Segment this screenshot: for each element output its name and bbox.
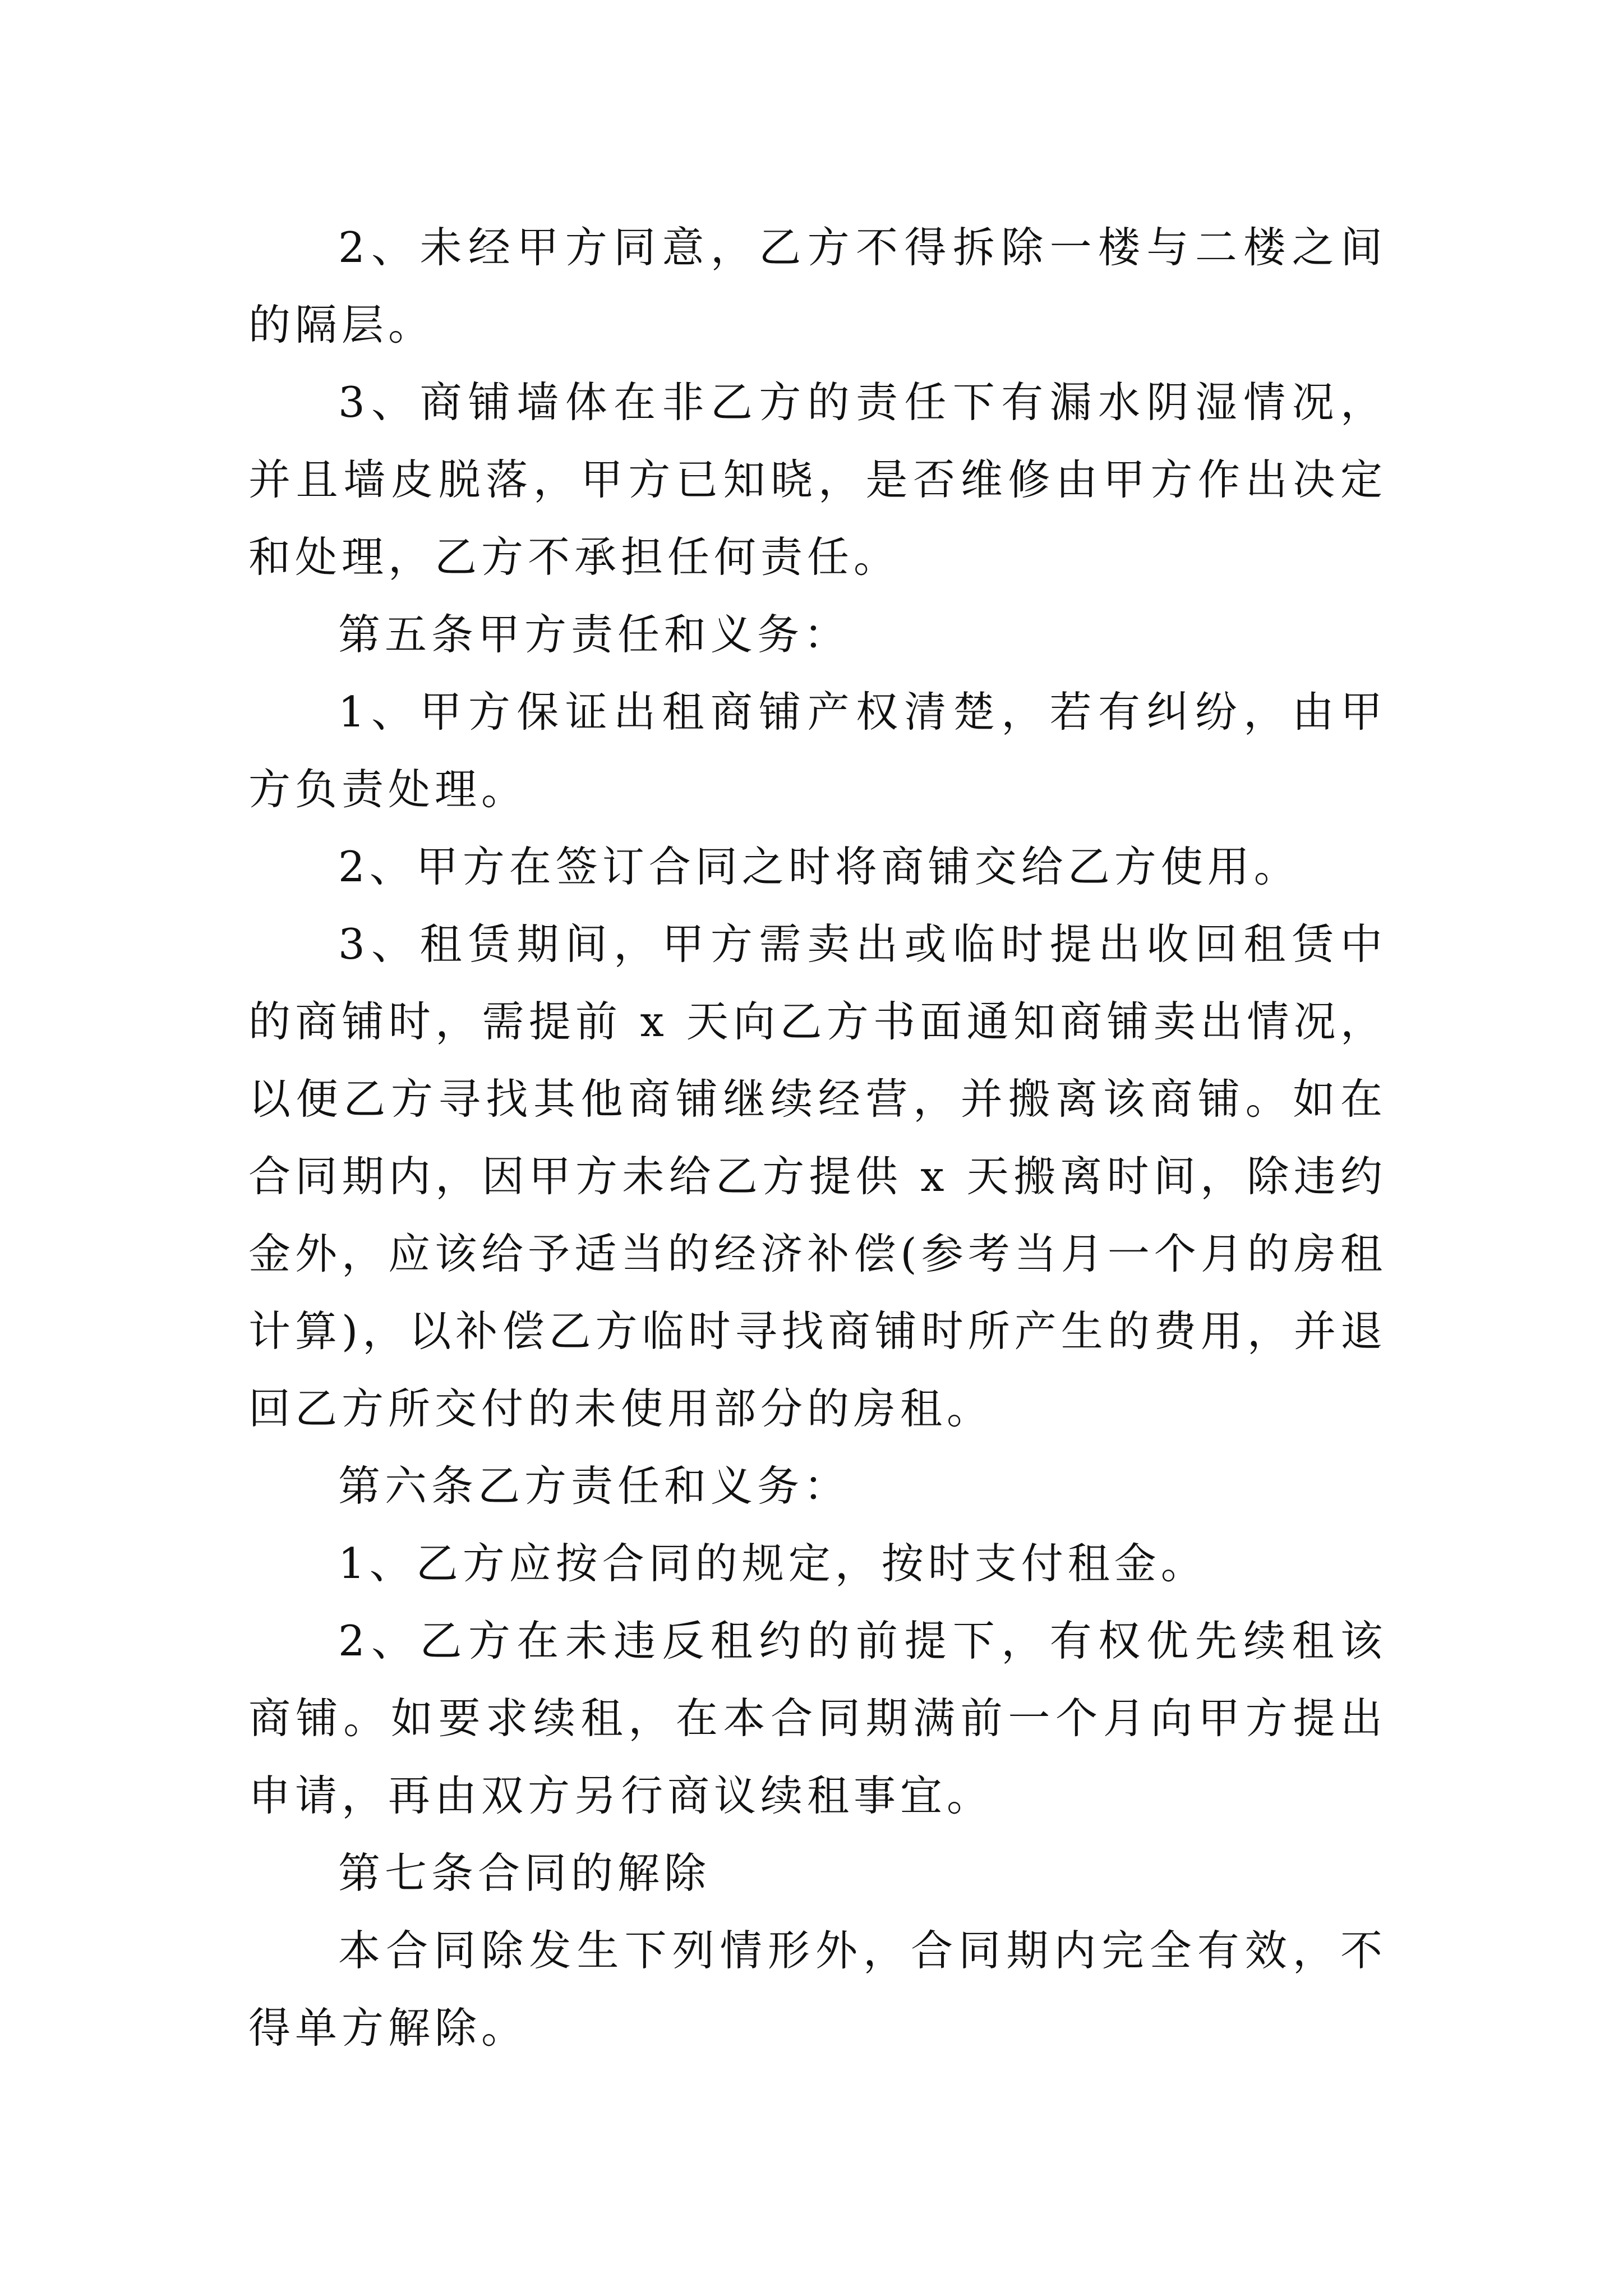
clause-6-item-2: 2、乙方在未违反租约的前提下，有权优先续租该商铺。如要求续租，在本合同期满前一个月向甲方提出申请，再由双方另行商议续租事宜。 xyxy=(248,1616,1387,1820)
clause-7-body: 本合同除发生下列情形外，合同期内完全有效，不得单方解除。 xyxy=(248,1926,1387,2053)
clause-4-item-2: 2、未经甲方同意，乙方不得拆除一楼与二楼之间的隔层。 xyxy=(248,223,1387,349)
clause-6-heading: 第六条乙方责任和义务： xyxy=(338,1461,851,1511)
clause-4-item-3: 3、商铺墙体在非乙方的责任下有漏水阴湿情况，并且墙皮脱落，甲方已知晓，是否维修由甲方作出决定和处理，乙方不承担任何责任。 xyxy=(248,378,1387,582)
document-body xyxy=(248,209,1387,2067)
clause-5-heading: 第五条甲方责任和义务： xyxy=(338,610,851,659)
clause-7-heading: 第七条合同的解除 xyxy=(338,1848,711,1898)
clause-5-item-1: 1、甲方保证出租商铺产权清楚，若有纠纷，由甲方负责处理。 xyxy=(248,687,1387,814)
clause-5-item-3: 3、租赁期间，甲方需卖出或临时提出收回租赁中的商铺时，需提前 x 天向乙方书面通知商铺卖出情况，以便乙方寻找其他商铺继续经营，并搬离该商铺。如在合同期内，因甲方未给乙方提供 x 天搬离时间，除违约金外，应该给予适当的经济补偿(参考当月一个月的房租计算)，以补偿乙方临时寻找商铺时所产生的费用，并退回乙方所交付的未使用部分的房租。 xyxy=(248,919,1387,1433)
clause-6-item-1: 1、乙方应按合同的规定，按时支付租金。 xyxy=(338,1539,1207,1588)
clause-5-item-2: 2、甲方在签订合同之时将商铺交给乙方使用。 xyxy=(338,842,1301,891)
